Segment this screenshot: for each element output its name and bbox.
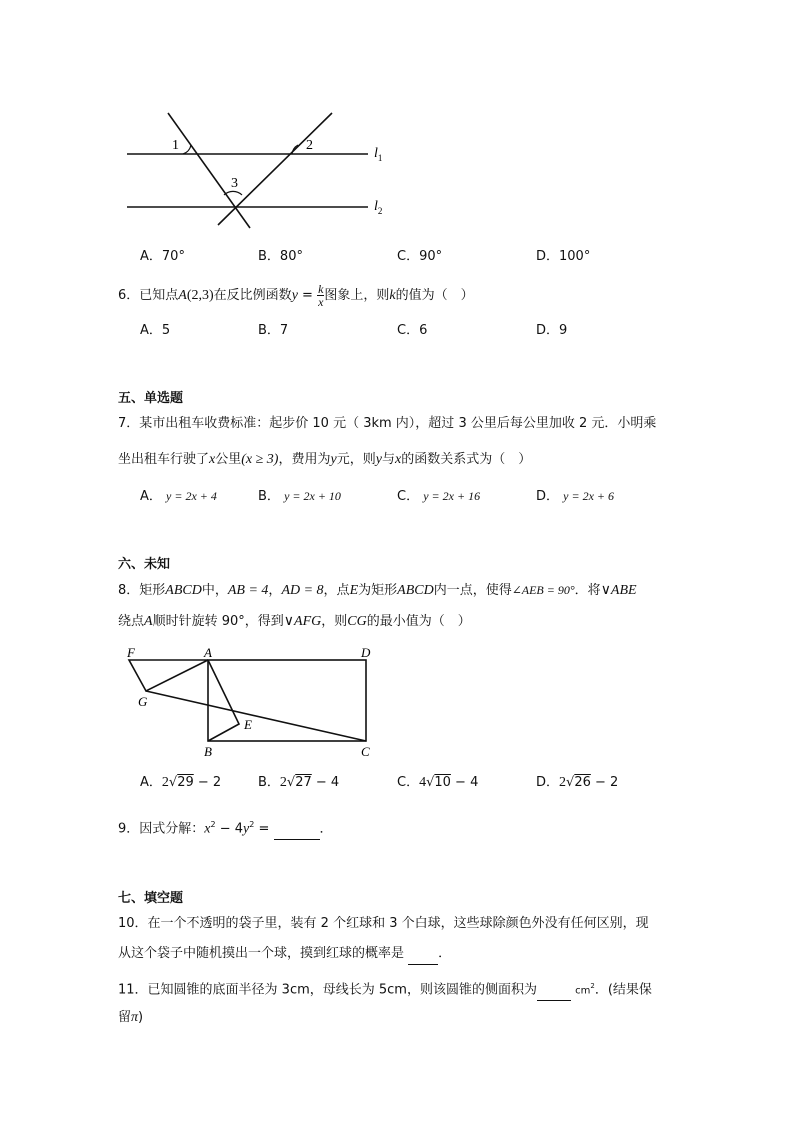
q8-stem-line1: 8．矩形ABCD中，AB = 4，AD = 8，点E为矩形ABCD内一点，使得∠AEB = 90°．将∨ABE (118, 583, 637, 598)
angle-label-3: 3 (231, 176, 238, 191)
q6-option-c[interactable]: C．6 (397, 323, 428, 338)
triangle-afg (129, 660, 208, 691)
q8-option-c[interactable]: C．4√10 − 4 (397, 775, 479, 790)
section-6-heading: 六、未知 (118, 557, 171, 572)
q7-option-a[interactable]: A． y = 2x + 4 (140, 489, 217, 504)
q5-option-a[interactable]: A．70° (140, 249, 185, 264)
q8-stem-line2: 绕点A顺时针旋转 90°，得到∨AFG，则CG的最小值为（ ） (118, 614, 471, 629)
point-label-a: A (204, 645, 212, 660)
q10-stem-line1: 10．在一个不透明的袋子里，装有 2 个红球和 3 个白球，这些球除颜色外没有任何区别，现 (118, 916, 649, 931)
point-label-e: E (244, 717, 252, 732)
q9-stem: 9．因式分解：$x^2 - 4y^2$ = ． (118, 815, 333, 840)
section-5-heading: 五、单选题 (118, 391, 184, 406)
q11-stem-line1: 11．已知圆锥的底面半径为 3cm，母线长为 5cm，则该圆锥的侧面积为 $cm^2$．(结果保 (118, 976, 652, 1001)
q5-option-b[interactable]: B．80° (258, 249, 303, 264)
point-label-c: C (361, 744, 370, 759)
q8-option-a[interactable]: A．2√29 − 2 (140, 775, 222, 790)
point-label-f: F (127, 645, 135, 660)
point-label-g: G (138, 694, 148, 709)
transversal-2 (218, 113, 332, 225)
section-7-heading: 七、填空题 (118, 891, 184, 906)
angle-label-1: 1 (172, 138, 179, 153)
point-label-d: D (361, 645, 371, 660)
q10-answer-blank[interactable] (408, 944, 438, 965)
line-label-l1: $l_1$ (374, 146, 383, 163)
q5-option-d[interactable]: D．100° (536, 249, 591, 264)
q11-answer-blank[interactable] (537, 980, 571, 1001)
q5-option-c[interactable]: C．90° (397, 249, 443, 264)
q10-stem-line2: 从这个袋子中随机摸出一个球，摸到红球的概率是 ． (118, 944, 451, 965)
angle-1-arc (183, 145, 191, 154)
q7-option-d[interactable]: D． y = 2x + 6 (536, 489, 615, 504)
q7-stem-line1: 7．某市出租车收费标准：起步价 10 元（ 3km 内），超过 3 公里后每公里加收 2 元．小明乘 (118, 416, 657, 431)
q9-answer-blank[interactable] (274, 819, 320, 840)
q8-option-b[interactable]: B．2√27 − 4 (258, 775, 340, 790)
triangle-abe (208, 660, 239, 741)
q7-option-b[interactable]: B． y = 2x + 10 (258, 489, 341, 504)
q6-option-a[interactable]: A．5 (140, 323, 171, 338)
transversal-1 (168, 113, 250, 228)
angle-label-2: 2 (306, 138, 313, 153)
segment-cg (146, 691, 366, 741)
q8-option-d[interactable]: D．2√26 − 2 (536, 775, 619, 790)
q11-stem-line2: 留π) (118, 1010, 144, 1025)
point-label-b: B (204, 744, 212, 759)
q6-option-d[interactable]: D．9 (536, 323, 568, 338)
q7-stem-line2: 坐出租车行驶了x公里(x ≥ 3)，费用为y元，则y与x的函数关系式为（ ） (118, 452, 532, 467)
q6-stem: 6．已知点A(2,3)在反比例函数y = $\frac{k}{x}$ 图象上，则k的值为（ ） (118, 282, 474, 309)
rectangle-rotation-figure (118, 640, 388, 760)
line-label-l2: $l_2$ (374, 199, 383, 216)
parallel-lines-figure (120, 105, 400, 235)
fraction-k-over-x: $\frac{k}{x}$ (318, 282, 324, 309)
q7-option-c[interactable]: C． y = 2x + 16 (397, 489, 481, 504)
q6-option-b[interactable]: B．7 (258, 323, 289, 338)
